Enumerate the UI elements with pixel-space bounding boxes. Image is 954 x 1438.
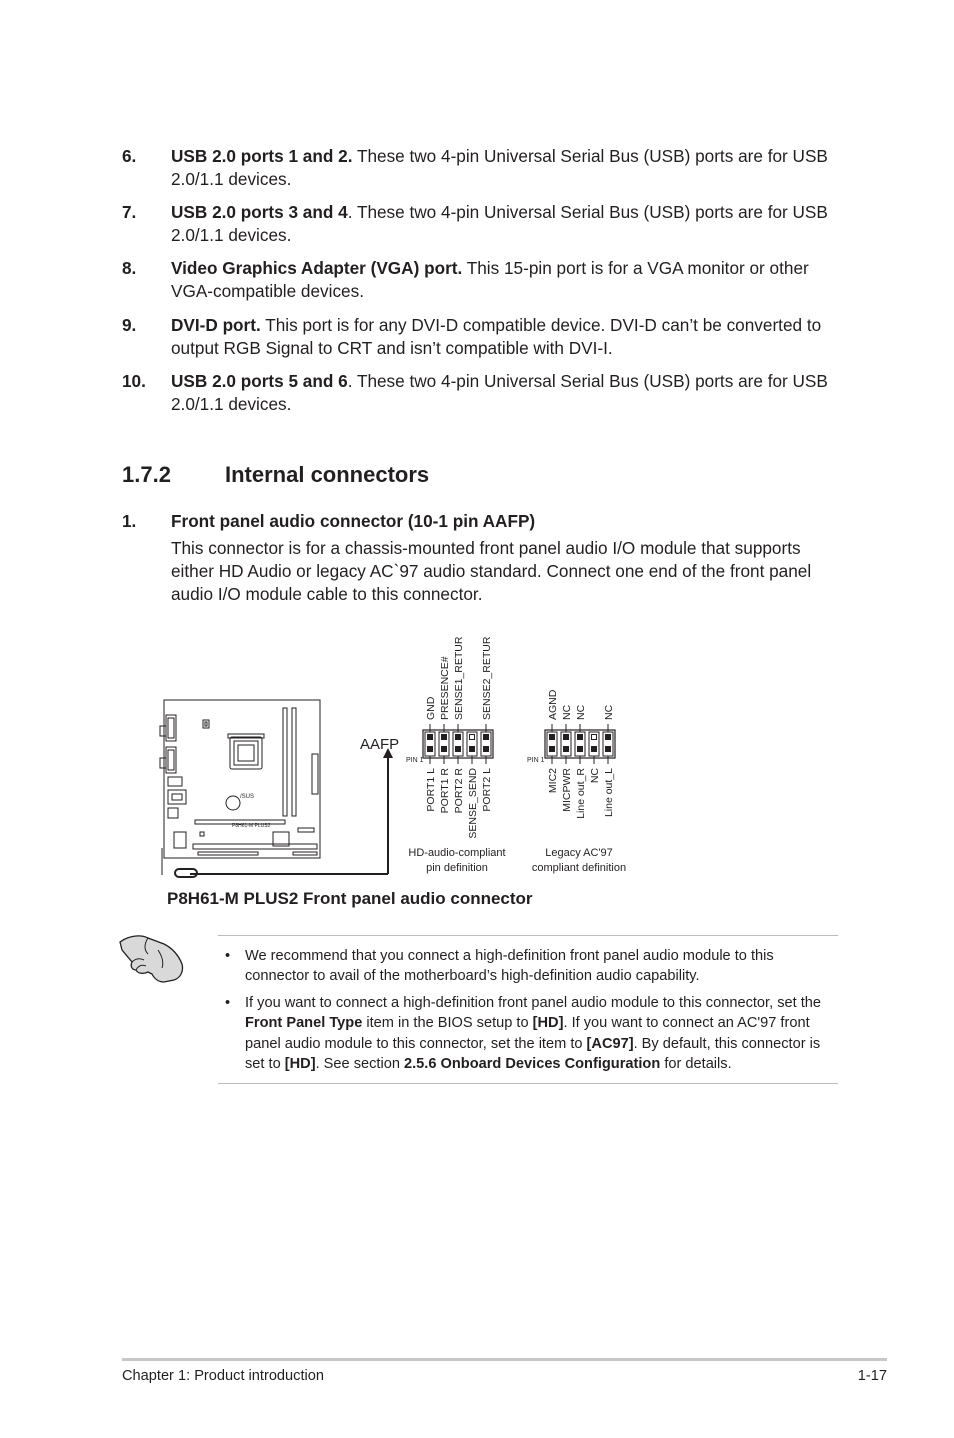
list-number: 10. (122, 371, 146, 391)
bullet: • (225, 948, 231, 964)
pin1-label: PIN 1 (406, 757, 424, 764)
pin (484, 747, 489, 752)
note-bottom-rule (218, 1083, 838, 1084)
pin-label: PORT2 L (481, 768, 493, 812)
note-text: . If you want to connect an AC'97 front panel audio module to this connector, set the item to (245, 1015, 810, 1052)
subsection-title: Front panel audio connector (10-1 pin AAFP) (171, 511, 536, 531)
pin (428, 735, 433, 740)
note-text: If you want to connect a high-definition front panel audio module to this connector, set the (245, 995, 822, 1011)
pin-label: Line out_L (603, 768, 615, 818)
footer-rule (122, 1358, 887, 1361)
list-item-9 (122, 314, 842, 360)
pin (578, 747, 583, 752)
list-item-lead: USB 2.0 ports 3 and 4 (171, 202, 348, 222)
pin-label: NC (575, 704, 587, 720)
footer-chapter: Chapter 1: Product introduction (122, 1368, 324, 1384)
pin-label: SENSE2_RETUR (481, 636, 493, 720)
pin-label: Line out_R (575, 768, 587, 819)
pin-label: MIC2 (547, 768, 559, 794)
pin (442, 747, 447, 752)
note-text: . By default, this connector is set to (245, 1035, 821, 1073)
page-number: 1-17 (857, 1368, 887, 1384)
pin (428, 747, 433, 752)
pin (442, 735, 447, 740)
pin-label: GND (425, 696, 437, 720)
section-number: 1.7.2 (122, 462, 171, 487)
note-emphasis: [HD] (284, 1056, 316, 1073)
pin (564, 735, 569, 740)
pin-label: SENSE_SEND (467, 768, 479, 839)
missing-pin (470, 735, 475, 740)
list-item-lead: Video Graphics Adapter (VGA) port. (171, 258, 463, 278)
pin-label: PORT1 R (439, 768, 451, 814)
note-text: for details. (660, 1056, 732, 1073)
note-emphasis: [AC97] (586, 1035, 634, 1052)
pin (550, 747, 555, 752)
list-item-7 (122, 201, 842, 247)
figure-caption: P8H61-M PLUS2 Front panel audio connector (167, 889, 533, 908)
pin-label: AGND (547, 689, 559, 720)
ac97-caption-line2: compliant definition (531, 862, 627, 874)
pin (470, 747, 475, 752)
note-1: We recommend that you connect a high-definition front panel audio module to this connector to avail of the motherboard’s high-definition audio capability. (245, 948, 774, 985)
pin (606, 747, 611, 752)
note-emphasis: 2.5.6 Onboard Devices Configuration (404, 1056, 661, 1073)
pin (550, 735, 555, 740)
connector-diagram (150, 620, 640, 890)
pin (564, 747, 569, 752)
pin-label: NC (561, 704, 573, 720)
aafp-label: AAFP (360, 736, 400, 753)
bullet: • (225, 995, 231, 1011)
pin (606, 735, 611, 740)
list-number: 9. (122, 315, 137, 335)
pin-label: PRESENCE# (439, 656, 451, 720)
pin (456, 747, 461, 752)
hd-caption-line2: pin definition (426, 862, 488, 874)
pointing-hand-icon (118, 928, 188, 984)
hd-caption-line1: HD-audio-compliant (408, 847, 506, 859)
note-text: item in the BIOS setup to (362, 1015, 533, 1032)
note-top-rule (218, 935, 838, 936)
list-number: 8. (122, 258, 137, 278)
list-item-8 (122, 257, 842, 303)
list-item-text: This port is for any DVI-D compatible device. DVI-D can’t be converted to output RGB Signal to CRT and isn’t compatible with DVI-I. (171, 315, 822, 358)
pin-label: SENSE1_RETUR (453, 636, 465, 720)
pin-label: NC (589, 768, 601, 784)
pin-label: NC (603, 704, 615, 720)
pin-label: MICPWR (561, 768, 573, 812)
pin (484, 735, 489, 740)
note-emphasis: [HD] (532, 1015, 564, 1032)
pin (578, 735, 583, 740)
missing-pin (592, 735, 597, 740)
subsection-description: This connector is for a chassis-mounted front panel audio I/O module that supports either HD Audio or legacy AC`97 audio standard. Connect one end of the front panel audio I/O module cable to this connector. (171, 538, 812, 604)
pin1-label: PIN 1 (527, 757, 545, 764)
list-number: 7. (122, 202, 137, 222)
board-model: P8H61-M PLUS2 (232, 823, 271, 829)
list-item-6 (122, 145, 842, 191)
list-item-text: This 15-pin port is for a VGA monitor or other VGA-compatible devices. (171, 258, 809, 301)
pin (592, 747, 597, 752)
list-item-text: . These two 4-pin Universal Serial Bus (USB) ports are for USB 2.0/1.1 devices. (171, 371, 828, 414)
note-2 (245, 993, 840, 1075)
ac97-caption-line1: Legacy AC'97 (545, 847, 613, 859)
section-title: Internal connectors (225, 462, 430, 487)
subsection-number: 1. (122, 511, 137, 531)
note-text: . See section (315, 1056, 404, 1073)
pin (456, 735, 461, 740)
pin-label: PORT2 R (453, 768, 465, 814)
list-item-text: . These two 4-pin Universal Serial Bus (USB) ports are for USB 2.0/1.1 devices. (171, 202, 828, 245)
list-item-lead: DVI-D port. (171, 315, 261, 335)
list-item-lead: USB 2.0 ports 5 and 6 (171, 371, 348, 391)
list-item-text: These two 4-pin Universal Serial Bus (USB) ports are for USB 2.0/1.1 devices. (171, 146, 828, 189)
list-item-10 (122, 370, 842, 416)
note-emphasis: Front Panel Type (245, 1015, 363, 1032)
pin-label: PORT1 L (425, 768, 437, 812)
list-number: 6. (122, 146, 137, 166)
motherboard-illustration (160, 700, 320, 877)
list-item-lead: USB 2.0 ports 1 and 2. (171, 146, 353, 166)
board-brand: /SUS (240, 794, 255, 800)
